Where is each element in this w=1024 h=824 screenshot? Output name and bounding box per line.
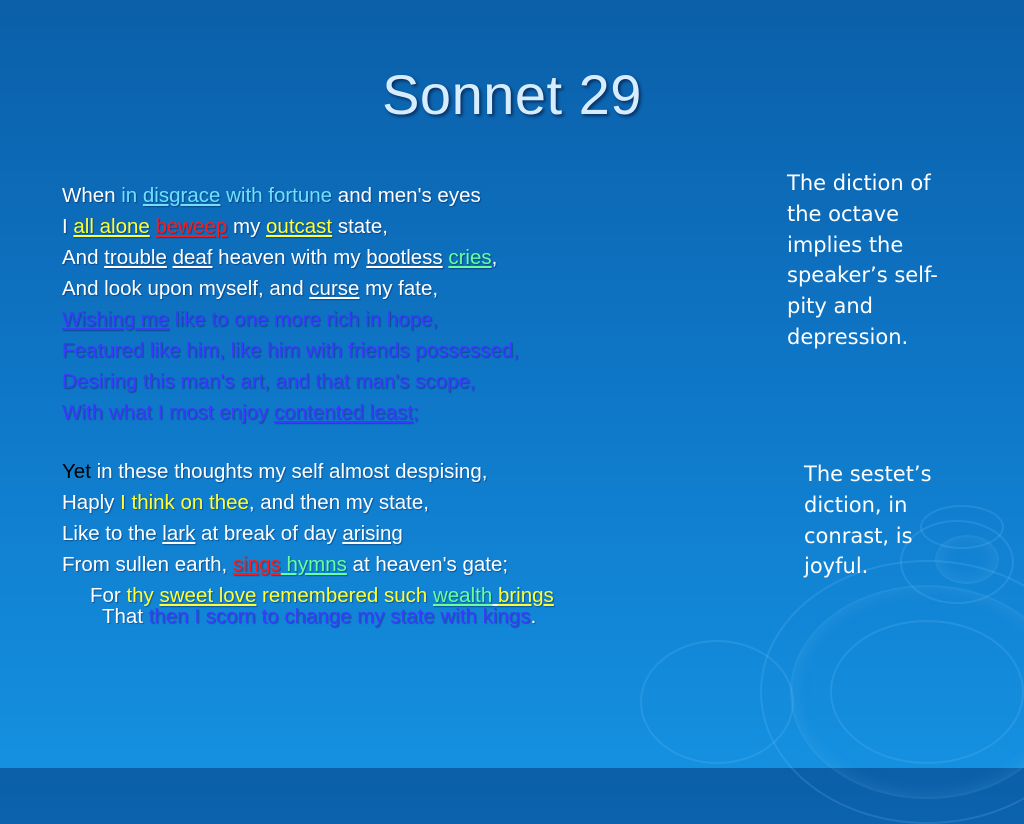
poem-line-6: Featured like him, like him with friends possessed,	[62, 339, 519, 362]
poem-text	[62, 180, 762, 632]
stanza-break	[62, 428, 762, 456]
poem-line-1: When in disgrace with fortune and men's eyes	[62, 184, 481, 207]
poem-line-2: I all alone beweep my outcast state,	[62, 215, 388, 238]
poem-line-11: Like to the lark at break of day arising	[62, 522, 403, 545]
sestet-diction-note: The sestet’s diction, in conrast, is joyful.	[804, 462, 932, 579]
poem-line-13: For thy sweet love remembered such wealth brings	[90, 584, 554, 607]
poem-line-10: Haply I think on thee, and then my state,	[62, 491, 429, 514]
poem-line-12: From sullen earth, sings hymns at heaven's gate;	[62, 553, 509, 576]
poem-line-7: Desiring this man's art, and that man's scope,	[62, 370, 476, 393]
poem-line-4: And look upon myself, and curse my fate,	[62, 277, 439, 300]
poem-line-14: That then I scorn to change my state with kings.	[102, 605, 537, 628]
water-ripple-decoration	[640, 640, 794, 764]
poem-line-8: With what I most enjoy contented least;	[62, 401, 419, 424]
slide-title: Sonnet 29	[382, 63, 642, 126]
water-ripple-decoration	[830, 620, 1024, 764]
poem-line-3: And trouble deaf heaven with my bootless cries,	[62, 246, 498, 269]
octave-diction-note: The diction of the octave implies the speaker’s self-pity and depression.	[787, 171, 938, 349]
poem-line-9: Yet in these thoughts my self almost despising,	[62, 460, 488, 483]
poem-line-5: Wishing me like to one more rich in hope,	[62, 308, 439, 331]
